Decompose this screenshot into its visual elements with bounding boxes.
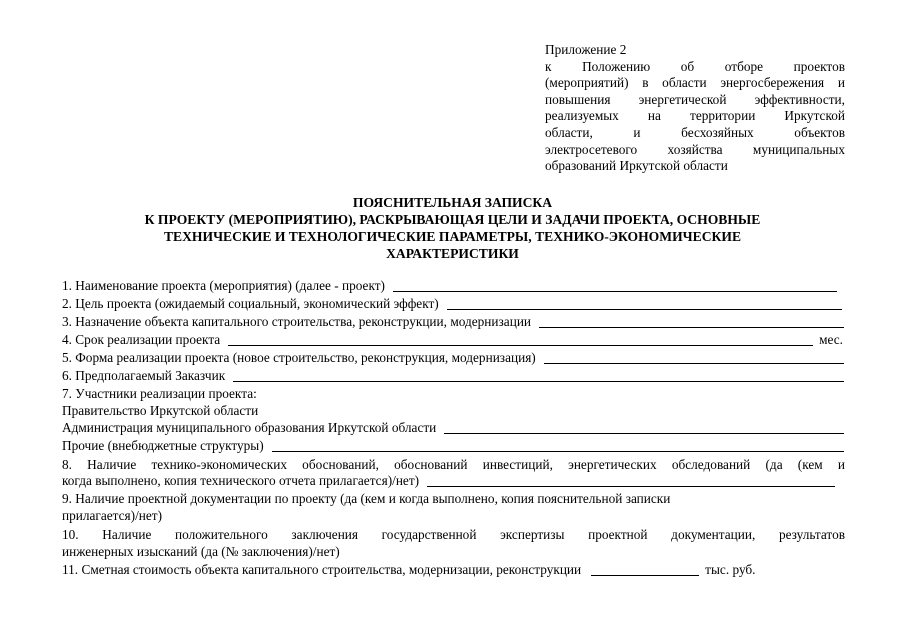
unit-thousand-rubles: тыс. руб. [705,562,756,577]
title-line: ПОЯСНИТЕЛЬНАЯ ЗАПИСКА [352,195,553,210]
item-label: 10. Наличие положительного заключения государственной экспертизы проектной документации, результатов [62,527,845,542]
item-feasibility-studies-cont [62,471,835,489]
feasibility-studies-field[interactable] [427,485,835,487]
item-label: Администрация муниципального образования Иркутской области [62,420,437,435]
item-object-purpose [62,312,844,330]
title-line: ХАРАКТЕРИСТИКИ [386,246,519,261]
item-participant-administration [62,418,844,436]
estimated-cost-field[interactable] [591,574,699,576]
item-participants: 7. Участники реализации проекта: [62,386,257,401]
unit-months: мес. [819,332,843,347]
customer-field[interactable] [233,380,844,382]
implementation-period-field[interactable] [228,344,813,346]
item-label: 5. Форма реализации проекта (новое строительство, реконструкция, модернизация) [62,350,536,365]
appendix-line: к Положению об отборе проектов [545,58,845,74]
implementation-form-field[interactable] [544,362,844,364]
appendix-line: повышения энергетической эффективности, [545,91,845,107]
appendix-line: электросетевого хозяйства муниципальных [545,141,845,157]
appendix-line: образований Иркутской области [545,158,728,174]
item-label: 1. Наименование проекта (мероприятия) (далее - проект) [62,278,385,293]
item-expert-review [62,527,845,543]
item-project-name [62,276,837,294]
item-label: 11. Сметная стоимость объекта капитального строительства, модернизации, реконструкции [62,562,582,577]
document-title [60,194,845,262]
item-project-documentation: 9. Наличие проектной документации по проекту (да (кем и когда выполнено, копия пояснительной записки [62,491,671,506]
object-purpose-field[interactable] [539,326,844,328]
appendix-line: реализуемых на территории Иркутской [545,108,845,124]
item-label: 4. Срок реализации проекта [62,332,221,347]
administration-field[interactable] [444,432,844,434]
item-label: 6. Предполагаемый Заказчик [62,368,226,383]
item-implementation-period [62,330,843,348]
item-expert-review-cont: инженерных изысканий (да (№ заключения)/нет) [62,544,340,559]
item-label: когда выполнено, копия технического отчета прилагается)/нет) [62,473,420,488]
title-line: К ПРОЕКТУ (МЕРОПРИЯТИЮ), РАСКРЫВАЮЩАЯ ЦЕЛИ И ЗАДАЧИ ПРОЕКТА, ОСНОВНЫЕ [144,212,761,227]
item-customer [62,366,844,384]
item-participant-other [62,436,844,454]
item-project-documentation-cont: прилагается)/нет) [62,508,163,523]
item-project-goal [62,294,842,312]
project-name-field[interactable] [393,290,837,292]
item-label: 2. Цель проекта (ожидаемый социальный, экономический эффект) [62,296,439,311]
appendix-header [545,42,845,175]
appendix-line: (мероприятий) в области энергосбережения и [545,75,845,91]
item-label: Прочие (внебюджетные структуры) [62,438,264,453]
item-label: 8. Наличие технико-экономических обоснований, обоснований инвестиций, энергетических обследований (да (кем и [62,457,845,472]
other-participants-field[interactable] [272,450,844,452]
appendix-number: Приложение 2 [545,42,627,57]
project-goal-field[interactable] [447,308,842,310]
title-line: ТЕХНИЧЕСКИЕ И ТЕХНОЛОГИЧЕСКИЕ ПАРАМЕТРЫ, ТЕХНИКО-ЭКОНОМИЧЕСКИЕ [163,229,742,244]
item-implementation-form [62,348,844,366]
participant-government: Правительство Иркутской области [62,403,259,418]
item-label: 3. Назначение объекта капитального строительства, реконструкции, модернизации [62,314,532,329]
appendix-line: области, и бесхозяйных объектов [545,124,845,140]
item-estimated-cost [62,560,756,578]
